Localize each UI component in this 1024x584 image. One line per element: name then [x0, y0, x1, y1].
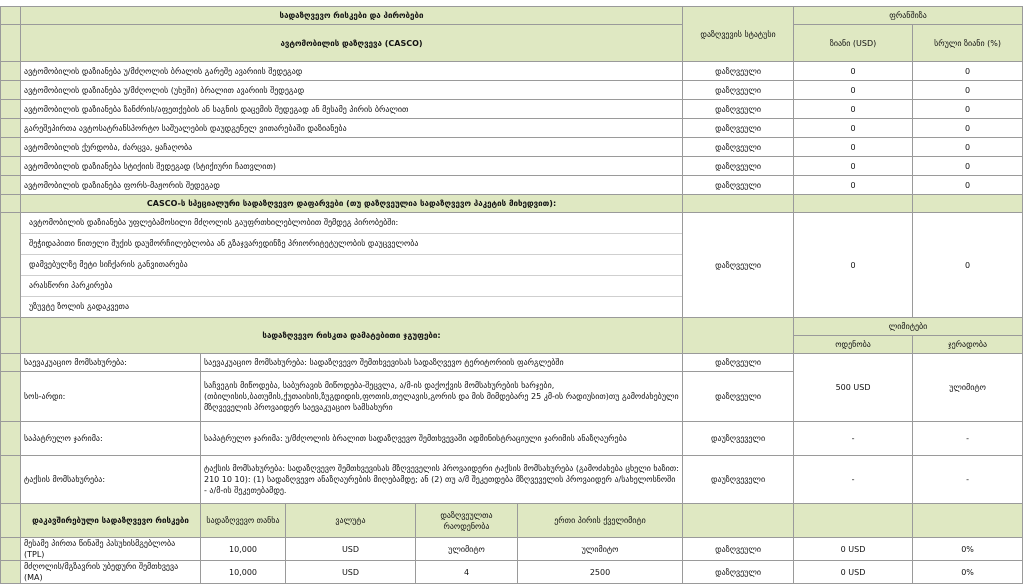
limits-header: ლიმიტები	[794, 318, 1023, 336]
risk-label: ავტომობილის დაზიანება ფორს-მაჟორის შედეგად	[21, 176, 683, 195]
fixed-value: 0	[794, 100, 913, 119]
percent-value: 0	[913, 138, 1023, 157]
list-item: არასწორი პარკირება	[21, 276, 682, 297]
percent-value: 0%	[913, 538, 1023, 561]
status-value: დაზღვეული	[683, 119, 794, 138]
status-value: დაზღვეული	[683, 561, 794, 584]
row-stub	[1, 7, 21, 25]
table-row	[1, 213, 1023, 318]
limit-count: ულიმიტო	[913, 354, 1023, 422]
sum-header: სადაზღვევო თანხა	[201, 504, 286, 538]
table-row	[1, 100, 1023, 119]
service-description: საჩვეგის მიწოდება, საბურავის მიწოდება-შეცვლა, ა/მ-ის დაქოქვის მომსახურების ხარჯები, (თბილისის,ბათუმის,ქუთაისის,ზუგდიდის,ფოთის,თელავის,გორის და მის მიმდებარე 25 კმ-ის რადიუსით)თუ გამოძახებული მზღვეველის პროვაიდერ საევაკუაციო სამსახური	[201, 372, 683, 422]
status-value: დაზღვეული	[683, 213, 794, 318]
persons-header: დაზღვეულთა რაოდენობა	[416, 504, 518, 538]
status-value: დაზღვეული	[683, 138, 794, 157]
limit-amount: 500 USD	[794, 354, 913, 422]
service-name: სოს-არდი:	[21, 372, 201, 422]
service-description: ტაქსის მომსახურება: სადაზღვევო შემთხვევისას მზღვეველის პროვაიდერი ტაქსის მომსახურება (გამოძახება ცხელი ხაზით: 210 10 10): (1) სადაზღვევო ანაზღაურების მიღებამდე; ან (2) თუ ა/მ შეკეთდება მზღვეველის პროვაიდერ ა/სახელოსნოში - ა/მ-ის შეკეთებამდე.	[201, 456, 683, 504]
status-value: დაზღვეული	[683, 354, 794, 372]
fixed-value: 0	[794, 213, 913, 318]
fixed-value: 0	[794, 138, 913, 157]
fixed-value: 0	[794, 157, 913, 176]
percent-value: 0	[913, 176, 1023, 195]
service-description: საპატრულო ჯარიმა: უ/მძღოლის ბრალით სადაზღვევო შემთხვევაში ადმინისტრაციული ჯარიმის ანაზღაურება	[201, 422, 683, 456]
list-item: შეჭიდაპითი წითელი შუქის დაუმორჩილებლობა ან გზაჯვარედინზე პრიორიტეტულობის დაუცველობა	[21, 234, 682, 255]
status-value: დაზღვეული	[683, 157, 794, 176]
risk-label: ავტომობილის დაზიანება უ/მძღოლის ბრალის გარეშე ავარიის შედეგად	[21, 62, 683, 81]
limit-amount: -	[794, 422, 913, 456]
fixed-value: 0	[794, 176, 913, 195]
fixed-value: 0 USD	[794, 561, 913, 584]
franchise-fixed-header: ზიანი (USD)	[794, 25, 913, 62]
currency-header: ვალუტა	[286, 504, 416, 538]
insurance-terms-table	[0, 6, 1023, 584]
status-value: დაუზღვეველი	[683, 422, 794, 456]
status-header: დაზღვევის სტატუსი	[683, 7, 794, 62]
additional-header: სადაზღვევო რისკთა დამატებითი ჯგუფები:	[21, 318, 683, 354]
table-row	[1, 354, 1023, 372]
service-name: საპატრულო ჯარიმა:	[21, 422, 201, 456]
sum-value: 10,000	[201, 538, 286, 561]
fixed-value: 0 USD	[794, 538, 913, 561]
row-stub	[1, 25, 21, 62]
percent-value: 0	[913, 213, 1023, 318]
percent-value: 0	[913, 119, 1023, 138]
table-row	[1, 138, 1023, 157]
limit-amount: -	[794, 456, 913, 504]
franchise-header: ფრანშიზა	[794, 7, 1023, 25]
table-row	[1, 176, 1023, 195]
status-value: დაზღვეული	[683, 176, 794, 195]
table-row	[1, 561, 1023, 584]
liability-header: დაკავშირებული სადაზღვევო რისკები	[21, 504, 201, 538]
persons-value: ულიმიტო	[416, 538, 518, 561]
percent-value: 0	[913, 157, 1023, 176]
table-row	[1, 119, 1023, 138]
fixed-value: 0	[794, 81, 913, 100]
table-row	[1, 157, 1023, 176]
persons-value: 4	[416, 561, 518, 584]
limit-amount-header: ოდენობა	[794, 336, 913, 354]
casco-header: ავტომობილის დაზღვევა (CASCO)	[21, 25, 683, 62]
currency-value: USD	[286, 538, 416, 561]
risks-header: სადაზღვევო რისკები და პირობები	[21, 7, 683, 25]
percent-value: 0	[913, 81, 1023, 100]
franchise-percent-header: სრული ზიანი (%)	[913, 25, 1023, 62]
fixed-value: 0	[794, 119, 913, 138]
per-person-value: ულიმიტო	[518, 538, 683, 561]
limit-count: -	[913, 422, 1023, 456]
percent-value: 0	[913, 62, 1023, 81]
limit-count: -	[913, 456, 1023, 504]
list-item: დამვებულზე მეტი სიჩქარის განვითარება	[21, 255, 682, 276]
currency-value: USD	[286, 561, 416, 584]
status-value: დაზღვეული	[683, 62, 794, 81]
liability-label: მძღოლის/მგზავრის უბედური შემთხვევა (MA)	[21, 561, 201, 584]
status-value: დაზღვეული	[683, 100, 794, 119]
table-row	[1, 538, 1023, 561]
table-row	[1, 456, 1023, 504]
special-intro: ავტომობილის დაზიანება უფლებამოსილი მძღოლის გაუფრთხილებლობით შემდეგ პირობებში:	[21, 213, 682, 234]
status-value: დაზღვეული	[683, 81, 794, 100]
status-value: დაზღვეული	[683, 538, 794, 561]
risk-label: ავტომობილის დაზიანება უ/მძღოლის (უხეში) ბრალით ავარიის შედეგად	[21, 81, 683, 100]
table-row	[1, 422, 1023, 456]
risk-label: გარეშეპირთა ავტოსატრანსპორტო საშუალების დაუდგენელ ვითარებაში დაზიანება	[21, 119, 683, 138]
list-item: უზუვტე ზოლის გადაკვეთა	[29, 302, 130, 311]
percent-value: 0%	[913, 561, 1023, 584]
status-value: დაზღვეული	[683, 372, 794, 422]
risk-label: ავტომობილის დაზიანება ზანძრის/აფეთქების ან საგნის დაცემის შედეგად ან მესამე პირის ბრალით	[21, 100, 683, 119]
sum-value: 10,000	[201, 561, 286, 584]
per-person-header: ერთი პირის ქველიმიტი	[518, 504, 683, 538]
table-row	[1, 62, 1023, 81]
limit-count-header: ჯერადობა	[913, 336, 1023, 354]
special-coverage-header: CASCO-ს სპეციალური სადაზღვევო დაფარვები (თუ დაზღვეულია სადაზღვევო პაკეტის მიხედვით):	[21, 195, 683, 213]
service-description: საევაკუაციო მომსახურება: სადაზღვევო შემთხვევისას სადაზღვევო ტერიტორიის ფარგლებში	[201, 354, 683, 372]
risk-label: ავტომობილის ქურდობა, ძარცვა, ყაჩაღობა	[21, 138, 683, 157]
percent-value: 0	[913, 100, 1023, 119]
table-row	[1, 81, 1023, 100]
status-value: დაუზღვეველი	[683, 456, 794, 504]
fixed-value: 0	[794, 62, 913, 81]
liability-label: მესამე პირთა წინაშე პასუხისმგებლობა (TPL)	[21, 538, 201, 561]
per-person-value: 2500	[518, 561, 683, 584]
service-name: ტაქსის მომსახურება:	[21, 456, 201, 504]
risk-label: ავტომობილის დაზიანება სტიქიის შედეგად (სტიქიური ჩათვლით)	[21, 157, 683, 176]
service-name: საევაკუაციო მომსახურება:	[21, 354, 201, 372]
